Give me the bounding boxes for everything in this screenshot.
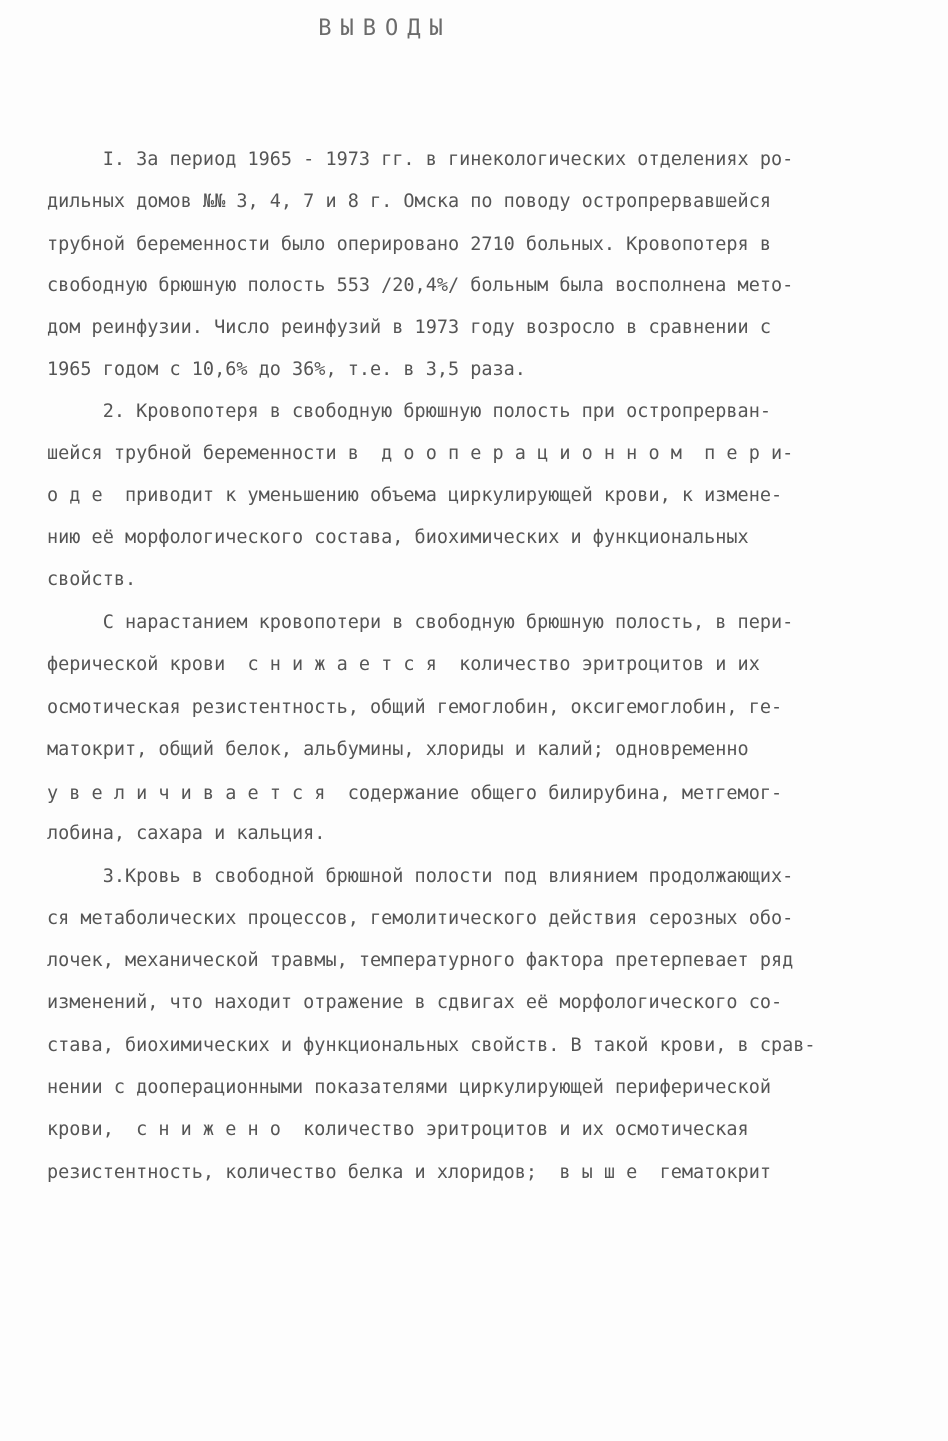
- text-line: дом реинфузии. Число реинфузий в 1973 году возросло в сравнении с: [47, 317, 771, 338]
- text-line: свойств.: [47, 569, 137, 590]
- text-line: I. За период 1965 - 1973 гг. в гинекологических отделениях ро-: [47, 149, 794, 170]
- text-line: става, биохимических и функциональных свойств. В такой крови, в срав-: [47, 1035, 816, 1056]
- text-line: свободную брюшную полость 553 /20,4%/ больным была восполнена мето-: [47, 275, 794, 296]
- text-line: о д е приводит к уменьшению объема циркулирующей крови, к измене-: [47, 485, 783, 506]
- text-line: дильных домов №№ 3, 4, 7 и 8 г. Омска по поводу остропрервавшейся: [47, 191, 771, 212]
- text-line: лобина, сахара и кальция.: [47, 823, 326, 844]
- text-line: 1965 годом с 10,6% до 36%, т.е. в 3,5 раза.: [47, 359, 526, 380]
- text-line: матокрит, общий белок, альбумины, хлориды и калий; одновременно: [47, 739, 749, 760]
- document-title: ВЫВОДЫ: [318, 16, 452, 41]
- text-line: 3.Кровь в свободной брюшной полости под влиянием продолжающих-: [47, 866, 794, 887]
- text-line: крови, с н и ж е н о количество эритроцитов и их осмотическая: [47, 1119, 749, 1140]
- text-line: лочек, механической травмы, температурного фактора претерпевает ряд: [47, 950, 794, 971]
- text-line: у в е л и ч и в а е т с я содержание общего билирубина, метгемог-: [47, 783, 783, 804]
- text-line: нию её морфологического состава, биохимических и функциональных: [47, 527, 749, 548]
- text-line: нении с дооперационными показателями циркулирующей периферической: [47, 1077, 771, 1098]
- text-line: осмотическая резистентность, общий гемоглобин, оксигемоглобин, ге-: [47, 697, 783, 718]
- text-line: шейся трубной беременности в д о о п е р а ц и о н н о м п е р и-: [47, 443, 794, 464]
- text-line: резистентность, количество белка и хлоридов; в ы ш е гематокрит: [47, 1162, 771, 1183]
- text-line: изменений, что находит отражение в сдвигах её морфологического со-: [47, 992, 783, 1013]
- text-line: ся метаболических процессов, гемолитического действия серозных обо-: [47, 908, 794, 929]
- text-line: ферической крови с н и ж а е т с я количество эритроцитов и их: [47, 654, 760, 675]
- text-line: С нарастанием кровопотери в свободную брюшную полость, в пери-: [47, 612, 794, 633]
- text-line: 2. Кровопотеря в свободную брюшную полость при остропрерван-: [47, 401, 771, 422]
- text-line: трубной беременности было оперировано 2710 больных. Кровопотеря в: [47, 234, 771, 255]
